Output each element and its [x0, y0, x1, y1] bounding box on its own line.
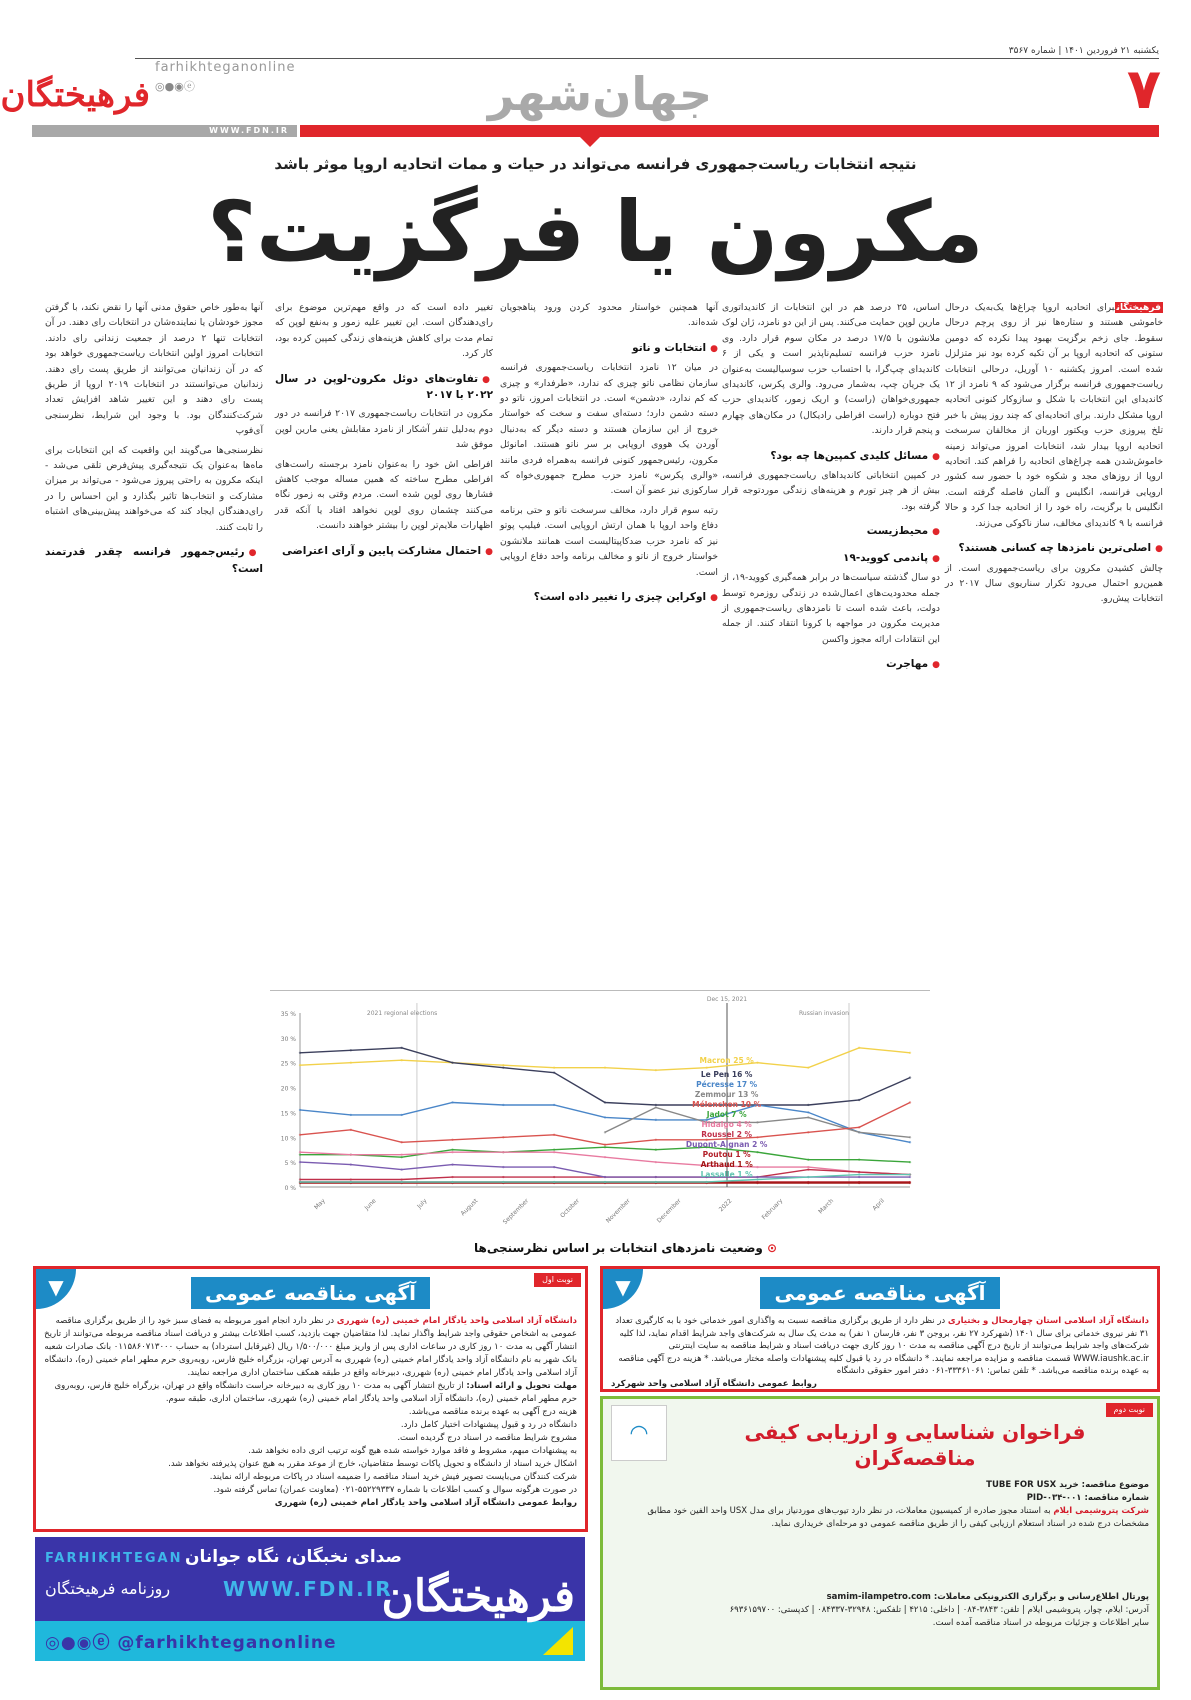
subheading: ● رئیس‌جمهور فرانسه چقدر قدرتمند است؟ — [45, 545, 263, 577]
ad-condition: در صورت هرگونه سوال و کسب اطلاعات با شماره ۵۵۲۲۹۳۳۷-۰۲۱ (معاونت عمران) تماس گرفته شود. — [213, 1485, 577, 1495]
data-point — [909, 1182, 911, 1184]
paragraph — [945, 561, 1163, 607]
data-point — [807, 1176, 809, 1178]
banner-slogan: صدای نخبگان، نگاه جوانان — [185, 1547, 402, 1567]
article-headline: مکرون یا فرگزیت؟ — [207, 183, 984, 281]
data-point — [553, 1151, 555, 1153]
data-point — [909, 1136, 911, 1138]
ad-condition: دانشگاه در رد و قبول پیشنهادات اختیار کامل دارد. — [400, 1420, 577, 1430]
data-point — [756, 1136, 758, 1138]
paragraph — [45, 300, 263, 439]
series-label: Hidalgo 4 % — [701, 1120, 752, 1129]
data-point — [553, 1149, 555, 1151]
subheading: ● تفاوت‌های دوئل مکرون-لوپن در سال ۲۰۲۲ با ۲۰۱۷ — [275, 372, 493, 404]
annotation-label: Russian invasion — [799, 1010, 849, 1017]
y-tick-label: 30 % — [280, 1035, 296, 1043]
data-point — [756, 1178, 758, 1180]
data-point — [655, 1104, 657, 1106]
ad-condition: مشروح شرایط مناقصه در اسناد درج گردیده است. — [397, 1433, 577, 1443]
ad-title: آگهی مناقصه عمومی — [760, 1277, 999, 1309]
data-point — [553, 1066, 555, 1068]
data-point — [756, 1176, 758, 1178]
data-point — [858, 1176, 860, 1178]
data-point — [299, 1178, 301, 1180]
data-point — [350, 1062, 352, 1064]
ad-number: شماره مناقصه: PID-۰۳۴-۰۰۱ — [1026, 1493, 1149, 1503]
data-point — [756, 1166, 758, 1168]
ad-subject: موضوع مناقصه: خرید TUBE FOR USX — [986, 1480, 1149, 1490]
data-point — [756, 1062, 758, 1064]
y-tick-label: 0 % — [284, 1185, 296, 1192]
series-label: Arthaud 1 % — [700, 1160, 753, 1169]
newspaper-banner — [35, 1537, 585, 1661]
data-point — [604, 1181, 606, 1183]
social-handle: farhikhteganonline — [155, 60, 296, 75]
data-point — [858, 1131, 860, 1133]
ad-signature: روابط عمومی دانشگاه آزاد اسلامی واحد یادگار امام خمینی (ره) شهرری — [274, 1498, 577, 1508]
instagram-icon: ◎ — [155, 80, 165, 93]
social-icons: ◎●◉ⓔ — [45, 1633, 118, 1653]
data-point — [858, 1158, 860, 1160]
tender-ad-petrochemical — [600, 1396, 1160, 1690]
data-point — [553, 1134, 555, 1136]
series-label: Pécresse 17 % — [696, 1080, 758, 1089]
series-label: Jadot 7 % — [706, 1110, 747, 1119]
data-point — [655, 1069, 657, 1071]
data-point — [299, 1161, 301, 1163]
data-point — [502, 1166, 504, 1168]
data-point — [451, 1062, 453, 1064]
ad-org: دانشگاه آزاد اسلامی واحد یادگار امام خمینی (ره) شهرری — [336, 1316, 577, 1326]
ad-condition: اشکال خرید اسناد از دانشگاه و تحویل پاکات توسط متقاضیان، خارج از موعد مقرر به هیچ عنوان پذیرفته نخواهد شد. — [168, 1459, 577, 1469]
data-point — [807, 1158, 809, 1160]
data-point — [299, 1181, 301, 1183]
y-tick-label: 10 % — [280, 1135, 296, 1143]
article-column — [945, 300, 1163, 611]
divider — [135, 58, 1159, 59]
paragraph-text: در کمپین انتخاباتی کاندیداهای ریاست‌جمهوری فرانسه، بیش از هر چیز تورم و هزینه‌های زندگی موردتوجه قرار گرفته بود. — [722, 470, 940, 512]
y-tick-label: 25 % — [280, 1060, 296, 1068]
paragraph-text: تغییر داده است که در واقع مهم‌ترین موضوع برای رای‌دهندگان است. این تغییر علیه زمور و به‌نفع لوپن که تمام مدت برای کاهش هزینه‌های زندگی کمپین کرده بود، کار کرد. — [275, 302, 493, 360]
data-point — [451, 1139, 453, 1141]
data-point — [655, 1161, 657, 1163]
paragraph — [275, 457, 493, 534]
data-point — [655, 1119, 657, 1121]
data-point — [299, 1064, 301, 1066]
data-point — [400, 1168, 402, 1170]
annotation-label: Dec 15, 2021 — [706, 996, 748, 1003]
data-point — [807, 1182, 809, 1184]
section-title: جهان‌شهر — [487, 67, 713, 121]
data-point — [400, 1059, 402, 1061]
data-point — [807, 1111, 809, 1113]
data-point — [350, 1181, 352, 1183]
data-point — [502, 1181, 504, 1183]
data-point — [604, 1066, 606, 1068]
data-point — [502, 1066, 504, 1068]
x-tick-label: June — [363, 1197, 378, 1212]
paragraph — [500, 503, 718, 580]
x-tick-label: October — [559, 1197, 581, 1220]
data-point — [756, 1151, 758, 1153]
chart-caption-text: وضعیت نامزدهای انتخابات بر اساس نظرسنجی‌ها — [474, 1241, 763, 1255]
data-point — [909, 1052, 911, 1054]
subheading: ● پاندمی کووید-۱۹ — [722, 551, 940, 567]
paragraph — [275, 406, 493, 452]
data-point — [502, 1136, 504, 1138]
paragraph-text: نظرسنجی‌ها می‌گویند این واقعیت که این انتخابات برای ماه‌ها به‌عنوان یک نتیجه‌گیری پیش‌فرض تلقی می‌شد - اینکه مکرون به راحتی پیروز می‌شود - می‌تواند بر میزان مشارکت و انتخاب‌ها تاثیر بگذارد و این احساس را در رای‌دهندگان ایجاد کند که می‌خواهند پیش‌بینی‌های اشتباه را ثابت کنند. — [45, 444, 263, 533]
series-line-le pen — [300, 1048, 910, 1105]
paragraph — [275, 300, 493, 362]
series-label: Zemmour 13 % — [694, 1090, 759, 1099]
series-label: Poutou 1 % — [702, 1150, 751, 1159]
data-point — [858, 1173, 860, 1175]
subheading: ● اوکراین چیزی را تغییر داده است؟ — [500, 590, 718, 606]
data-point — [705, 1066, 707, 1068]
paragraph-text: چالش کشیدن مکرون برای ریاست‌جمهوری است. از همین‌رو احتمال می‌رود تکرار سناریوی سال ۲۰۱۷ در انتخابات پیش‌رو. — [945, 562, 1164, 605]
university-logo-icon: ▼ — [603, 1269, 643, 1309]
data-point — [350, 1153, 352, 1155]
data-point — [909, 1176, 911, 1178]
data-point — [502, 1176, 504, 1178]
data-point — [350, 1178, 352, 1180]
data-point — [451, 1181, 453, 1183]
dateline: یکشنبه ۲۱ فروردین ۱۴۰۱ | شماره ۳۵۶۷ — [1008, 46, 1159, 56]
subheading: ● انتخابات و ناتو — [500, 341, 718, 357]
data-point — [299, 1151, 301, 1153]
data-point — [655, 1139, 657, 1141]
subheading: ● مهاجرت — [722, 657, 940, 673]
article-column — [275, 300, 493, 563]
x-tick-label: September — [501, 1197, 531, 1226]
x-tick-label: 2022 — [717, 1197, 734, 1214]
data-point — [807, 1131, 809, 1133]
data-point — [655, 1106, 657, 1108]
eitaa-icon: ⓔ — [183, 80, 195, 93]
series-label: Dupont-Aignan 2 % — [685, 1140, 768, 1149]
data-point — [655, 1176, 657, 1178]
paragraph-text: رتبه سوم قرار دارد، مخالف سرسخت ناتو و حتی برنامه دفاع واحد اروپا با همان ارتش اروپایی است. فیلیپ پوتو نیز که نامزد حزب ضدکاپیتالیست است همانند ملانشون خواستار خروج از ناتو و مخالف برنامه واحد دفاع اروپایی است. — [500, 504, 718, 578]
data-point — [909, 1141, 911, 1143]
header-pointer — [580, 137, 600, 147]
data-point — [502, 1151, 504, 1153]
data-point — [400, 1047, 402, 1049]
header-red-bar — [300, 125, 1159, 137]
data-point — [909, 1161, 911, 1163]
x-tick-label: August — [459, 1197, 480, 1218]
banner-latin: FARHIKHTEGAN — [45, 1551, 183, 1566]
x-tick-label: December — [655, 1197, 683, 1225]
series-line-hidalgo — [300, 1152, 910, 1174]
data-point — [451, 1101, 453, 1103]
paragraph — [500, 360, 718, 499]
data-point — [350, 1129, 352, 1131]
data-point — [756, 1121, 758, 1123]
ad-signature: روابط عمومی دانشگاه آزاد اسلامی واحد شهرکرد — [611, 1378, 817, 1389]
paragraph-text: در میان ۱۲ نامزد انتخابات ریاست‌جمهوری فرانسه سازمان نظامی ناتو چیزی که ندارد، «طرفدار» و چیزی که کم ندارد، «دشمن» است. در انتخابات امروز، ناتو دو دسته دشمن دارد؛ دسته‌ای سفت و سخت که خواستار خروج از این سازمان هستند و دسته دیگر که به‌دنبال آوردن یک هووی اروپایی بر سر ناتو هستند. امانوئل مکرون، رئیس‌جمهور کنونی فرانسه به‌همراه فردی مانند «والری پکرس» نامزد حزب مطرح جمهوری‌خواه که سارکوزی نیز عضو آن است. — [500, 362, 718, 497]
data-point — [604, 1116, 606, 1118]
article-kicker: نتیجه انتخابات ریاست‌جمهوری فرانسه می‌تواند در حیات و ممات اتحادیه اروپا موثر باشد — [274, 155, 917, 173]
data-point — [604, 1144, 606, 1146]
x-tick-label: July — [415, 1197, 429, 1211]
paragraph — [945, 300, 1163, 531]
paragraph-text: برای اتحادیه اروپا چراغ‌ها یک‌به‌یک درحال خاموشی هستند و ستاره‌ها نیز از روی پرچم درحال سقوط. جای زخم برگزیت بهبود پیدا نکرده که دومین ستونی که اتحادیه اروپا بر آن تکیه کرده بود نیز متزلزل شده است. امروز یکشنبه ۱۰ آوریل، درحالی انتخابات ریاست‌جمهوری فرانسه برگزار می‌شود که ۹ نامزد از ۱۲ کاندیدای این انتخابات با شکل و سازوکار کنونی اتحادیه اروپا مشکل دارند. برای اتحادیه‌ای که چند روز پیش با خبر تلخ پیروزی حزب ویکتور اوربان از مخالفان سرسخت اتحادیه اروپا بیدار شد، انتخابات امروز می‌تواند زمینه خاموش‌شدن همه چراغ‌های اتحادیه را فراهم کند. اتحادیه اروپا از روزهای مجد و شکوه خود با حضور سه کشور اروپایی فرانسه، انگلیس و آلمان فاصله گرفته است. انگلیس با برگزیت، راه خود را از اتحادیه جدا کرد و حالا فرانسه با ۹ کاندیدای مخالف، ساز ناکوکی می‌زند. — [945, 302, 1163, 529]
subheading: ● احتمال مشارکت پایین و آرای اعتراضی — [275, 544, 493, 560]
series-line-pécresse — [300, 1103, 910, 1143]
data-point — [807, 1166, 809, 1168]
ad-title: آگهی مناقصه عمومی — [191, 1277, 430, 1309]
subheading: ● اصلی‌ترین نامزدها چه کسانی هستند؟ — [945, 541, 1163, 557]
data-point — [400, 1153, 402, 1155]
data-point — [909, 1076, 911, 1078]
data-point — [451, 1176, 453, 1178]
data-point — [451, 1149, 453, 1151]
ad-address: آدرس: ایلام، چوار، پتروشیمی ایلام | تلفن: ۳۸۴۳-۰۸۴ | داخلی: ۴۲۱۵ | تلفکس: ۳۲۹۴۸-۰۸۴۳۳۷ | کدپستی: ۶۹۳۶۱۵۹۷۰۰ — [729, 1605, 1149, 1615]
series-label: Le Pen 16 % — [700, 1070, 753, 1079]
data-point — [858, 1171, 860, 1173]
data-point — [705, 1181, 707, 1183]
data-point — [502, 1064, 504, 1066]
banner-triangle — [543, 1627, 573, 1655]
data-point — [553, 1181, 555, 1183]
paragraph-text: اساس، ۲۵ درصد هم در این انتخابات از کاندیداتوری مارین لوپن حمایت می‌کنند. پس از این دو نامزد، ژان لوک ملانشون با ۱۷/۵ درصد در مکان سوم قرار دارد. وی نامزد حزب فرانسه تسلیم‌ناپذیر است و یکی از ۶ کاندیدای چپ‌گرا، با احتساب حزب سوسیالیست به‌عنوان یک جریان چپ، به‌شمار می‌رود. والری پکرس، کاندیدای جمهوری‌خواهان (راست) و اریک زمور، کاندیدای حزب فتح دوباره (راست افراطی رادیکال) در مکان‌های چهارم و پنجم قرار دارند. — [722, 302, 940, 437]
data-point — [604, 1101, 606, 1103]
annotation-label: 2021 regional elections — [366, 1010, 438, 1017]
poll-chart-svg — [270, 991, 930, 1239]
data-point — [655, 1149, 657, 1151]
company-logo-icon: ◠ — [611, 1405, 667, 1461]
subheading: ● محیط‌زیست — [722, 524, 940, 540]
tender-ad-right — [600, 1266, 1160, 1392]
x-tick-label: May — [313, 1197, 327, 1212]
data-point — [858, 1047, 860, 1049]
x-tick-label: March — [817, 1197, 836, 1216]
x-tick-label: November — [604, 1197, 632, 1225]
data-point — [299, 1153, 301, 1155]
paragraph — [45, 443, 263, 535]
ad-text: در نظر دارد از طریق برگزاری مناقصه نسبت به واگذاری امور خدماتی خود با به کارگیری تعداد ۳۱ نفر نیروی خدماتی برای سال ۱۴۰۱ (شهرکرد ۲۷ نفر، بروجن ۳ نفر، فارسان ۱ نفر) به مدت یک سال به شرکت‌های واجد شرایط اقدام نماید، لذا کلیه شرکت‌های واجد شرایط می‌توانند از تاریخ درج آگهی مناقصه به مدت ۱۰ روز کاری جهت دریافت اسناد و شرایط مناقصه به سایت اینترنتی WWW.iaushk.ac.ir قسمت مناقصه و مزایده مراجعه نمایند. * دانشگاه در رد یا قبول کلیه پیشنهادات واصله مختار می‌باشد. * هزینه درج آگهی مناقصه به عهده برنده مناقصه می‌باشد. * تلفن تماس: ۳۳۳۶۱۰۶۱-۰۶۱ دفتر امور حقوقی دانشگاه — [615, 1316, 1149, 1376]
y-tick-label: 20 % — [280, 1085, 296, 1093]
data-point — [553, 1071, 555, 1073]
tender-ad-left — [33, 1266, 588, 1532]
paragraph — [500, 300, 718, 331]
article-column — [500, 300, 718, 609]
data-point — [858, 1182, 860, 1184]
ad-conditions — [44, 1406, 577, 1497]
series-line-mélenchon — [300, 1103, 910, 1145]
newspaper-logo: فرهیختگان — [0, 75, 150, 115]
soroush-icon: ● — [164, 80, 175, 93]
data-point — [502, 1104, 504, 1106]
data-point — [451, 1163, 453, 1165]
ribbon: نوبت اول — [534, 1273, 581, 1287]
data-point — [807, 1116, 809, 1118]
data-point — [299, 1052, 301, 1054]
caption-bullet-icon: ⊙ — [762, 1241, 778, 1255]
ad-title: فراخوان شناسایی و ارزیابی کیفی مناقصه‌گران — [744, 1420, 1086, 1470]
article-column — [722, 300, 940, 677]
y-tick-label: 35 % — [280, 1011, 296, 1018]
data-point — [909, 1101, 911, 1103]
data-point — [400, 1181, 402, 1183]
article-column — [45, 300, 263, 580]
x-tick-label: April — [871, 1197, 886, 1213]
university-logo-icon: ▼ — [36, 1269, 76, 1309]
ad-condition: به پیشنهادات مبهم، مشروط و فاقد موارد خواسته شده هیچ گونه ترتیب اثری داده نخواهد شد. — [248, 1446, 577, 1456]
data-point — [756, 1182, 758, 1184]
data-point — [807, 1104, 809, 1106]
data-point — [400, 1178, 402, 1180]
data-point — [451, 1151, 453, 1153]
ad-condition: هزینه درج آگهی به عهده برنده مناقصه می‌باشد. — [408, 1407, 577, 1417]
series-label: Roussel 2 % — [701, 1130, 753, 1139]
data-point — [400, 1156, 402, 1158]
ad-deadline: از تاریخ انتشار آگهی به مدت ۱۰ روز کاری به دبیرخانه حراست دانشگاه واقع در تهران، بزرگراه خلیج فارس، روبه‌روی حرم مطهر امام خمینی (ره)، دانشگاه آزاد اسلامی واحد یادگار امام خمینی (ره) شهرری، ساختمان اداری، طبقه سوم. — [54, 1381, 577, 1404]
data-point — [400, 1114, 402, 1116]
data-point — [604, 1156, 606, 1158]
chart-caption — [470, 1241, 781, 1255]
paragraph-text: مکرون در انتخابات ریاست‌جمهوری ۲۰۱۷ فرانسه در دور دوم به‌دلیل تنفر آشکار از نامزد مقابلش یعنی مارین لوپن موفق شد — [275, 408, 493, 451]
website-bar: WWW.FDN.IR — [32, 125, 297, 137]
ribbon: نوبت دوم — [1106, 1403, 1153, 1417]
data-point — [553, 1104, 555, 1106]
ad-footer: سایر اطلاعات و جزئیات مربوطه در اسناد مناقصه آمده است. — [932, 1618, 1149, 1628]
data-point — [604, 1146, 606, 1148]
paragraph-text: آنها به‌طور خاص حقوق مدنی آنها را نقض نکند، با گرفتن مجوز خودشان یا نماینده‌شان در انتخابات رای دهند. در آن انتخابات تنها ۲ درصد از جمعیت زندانی رای دادند. انتخابات امروز اولین انتخابات ریاست‌جمهوری خواهد بود که در آن زندانیان می‌توانند از طریق پست رای دهند. زندانیان می‌توانستند در انتخابات ۲۰۱۹ اروپا از طریق پست رای دهند و این تغییر شاهد افزایش تعداد شرکت‌کنندگان بود. با وجود این شرایط، نظرسنجی آی‌فوپ — [45, 302, 263, 437]
data-point — [858, 1099, 860, 1101]
data-point — [350, 1049, 352, 1051]
social-icons — [155, 78, 195, 94]
series-label: Macron 25 % — [699, 1056, 754, 1065]
banner-logo: فرهیختگان — [381, 1571, 575, 1622]
ad-text: در نظر دارد انجام امور مربوطه به فضای سبز خود را از طریق برگزاری مناقصه عمومی به اشخاص حقوقی واجد شرایط واگذار نماید. لذا متقاضیان جهت بازدید، کسب اطلاعات بیشتر و دریافت اسناد مناقصه مربوطه می‌توانند از تاریخ انتشار آگهی به مدت ۱۰ روز کاری در ساعات اداری پس از واریز مبلغ ۱/۵۰۰/۰۰۰ ریال (غیرقابل استرداد) به حساب ۰۱۱۵۸۶۰۷۱۳۰۰۰ بانک صادرات شعبه بانک شهر به نام دانشگاه آزاد واحد یادگار امام خمینی (ره) شهرری به آدرس تهران، بزرگراه خلیج فارس، روبه‌روی حرم مطهر امام خمینی (ره)، دانشگاه آزاد اسلامی واحد یادگار امام خمینی (ره) شهرری، دبیرخانه واقع در طبقه همکف ساختمان اداری مراجعه نمایند. — [44, 1316, 577, 1378]
ad-portal-link[interactable]: پورتال اطلاع‌رسانی و برگزاری الکترونیکی معاملات: samim-ilampetro.com — [826, 1592, 1149, 1602]
banner-paper: روزنامه فرهیختگان — [45, 1579, 171, 1598]
ad-text: به استناد مجوز صادره از کمیسیون معاملات، در نظر دارد تیوب‌های موردنیاز برای مدل USX واحد الفین خود مطابق مشخصات درج شده در اسناد استعلام ارزیابی کیفی را از طریق مناقصه عمومی دو مرحله‌ای خریداری نماید. — [647, 1506, 1149, 1529]
banner-handle: @farhikhteganonline — [117, 1633, 337, 1653]
x-tick-label: February — [760, 1197, 785, 1222]
series-label: Mélenchon 10 % — [692, 1100, 762, 1109]
ad-org: دانشگاه آزاد اسلامی استان چهارمحال و بختیاری — [947, 1316, 1149, 1326]
data-point — [400, 1141, 402, 1143]
data-point — [909, 1173, 911, 1175]
paragraph-text: افراطی اش خود را به‌عنوان نامزد برجسته راست‌های افراطی مطرح ساخته که همین مساله موجب کاهش فشارها روی لوپن شده است. مردم وقتی به زمور نگاه می‌کنند چشمان روی لوپن نخواهد افتاد یا آنکه قدر اظهارات ملایم‌تر لوپن را بیشتر خواهند دانست. — [275, 458, 493, 532]
series-label: Lassalle 1 % — [700, 1170, 753, 1179]
data-point — [655, 1181, 657, 1183]
data-point — [858, 1126, 860, 1128]
y-tick-label: 15 % — [280, 1110, 296, 1118]
data-point — [604, 1131, 606, 1133]
paragraph-text: آنها همچنین خواستار محدود کردن ورود پناهجویان شده‌اند. — [500, 302, 718, 329]
data-point — [553, 1176, 555, 1178]
poll-chart — [270, 990, 930, 1238]
data-point — [807, 1168, 809, 1170]
ad-deadline-label: مهلت تحویل و ارائه اسناد: — [466, 1381, 577, 1391]
subheading: ● مسائل کلیدی کمپین‌ها چه بود؟ — [722, 449, 940, 465]
data-point — [604, 1176, 606, 1178]
banner-website[interactable]: WWW.FDN.IR — [223, 1577, 393, 1601]
paragraph — [722, 570, 940, 647]
lead-tag: فرهیختگان — [1116, 302, 1161, 313]
data-point — [350, 1163, 352, 1165]
page-number: ۷ — [1126, 57, 1161, 122]
paragraph — [722, 468, 940, 514]
data-point — [807, 1066, 809, 1068]
telegram-icon: ◉ — [174, 80, 184, 93]
y-tick-label: 5 % — [284, 1160, 296, 1168]
paragraph-text: دو سال گذشته سیاست‌ها در برابر همه‌گیری کووید-۱۹، از جمله محدودیت‌های اعمال‌شده در زندگی روزمره توسط دولت، باعث شده است تا نامزدهای ریاست‌جمهوری از مدیریت مکرون در مواجهه با کرونا انتقاد کنند. از جمله این انتقادات ارائه مجوز واکسن — [722, 572, 940, 645]
ad-condition: شرکت کنندگان می‌بایست تصویر فیش خرید اسناد مناقصه را ضمیمه اسناد در پاکات مربوطه ارائه نمایند. — [209, 1472, 577, 1482]
paragraph — [722, 300, 940, 439]
data-point — [553, 1166, 555, 1168]
data-point — [350, 1114, 352, 1116]
ad-org: شرکت پتروشیمی ایلام — [1053, 1506, 1149, 1516]
data-point — [299, 1134, 301, 1136]
data-point — [299, 1109, 301, 1111]
